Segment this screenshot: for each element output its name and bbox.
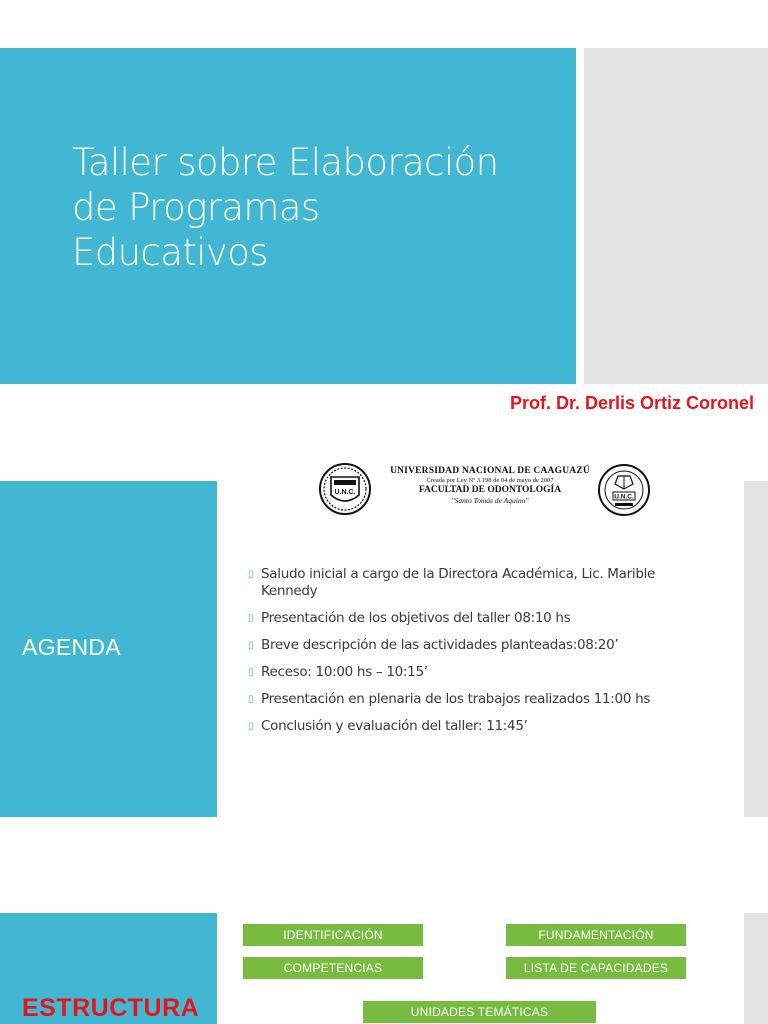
agenda-heading: AGENDA (22, 634, 121, 660)
structure-box-capacidades: LISTA DE CAPACIDADES (506, 957, 686, 979)
slide-title-line: Taller sobre Elaboración (72, 141, 499, 184)
faculty-seal-logo (598, 464, 650, 516)
structure-box-unidades: UNIDADES TEMÁTICAS (363, 1001, 596, 1023)
bullet-icon: ▯ (248, 569, 254, 580)
bullet-icon: ▯ (248, 667, 254, 678)
agenda-item: ▯ Saludo inicial a cargo de la Directora Académica, Lic. Marible Kennedy (248, 566, 656, 599)
left-seal-label: U.N.C. (334, 489, 356, 496)
agenda-item: ▯ Conclusión y evaluación del taller: 11:45’ (248, 718, 528, 734)
structure-box-identificacion: IDENTIFICACIÓN (243, 924, 423, 946)
structure-box-fundamentacion: FUNDAMENTACIÓN (506, 924, 686, 946)
agenda-slide-side-panel (744, 481, 768, 817)
title-slide-side-panel (584, 48, 768, 384)
bullet-icon: ▯ (248, 613, 254, 624)
slide-title (72, 140, 552, 275)
university-name: UNIVERSIDAD NACIONAL DE CAAGUAZÚ (390, 466, 590, 476)
structure-box-competencias: COMPETENCIAS (243, 957, 423, 979)
university-header (385, 466, 595, 505)
slide-title-line: Educativos (72, 231, 268, 274)
author-name: Prof. Dr. Derlis Ortiz Coronel (509, 393, 754, 413)
structure-heading: ESTRUCTURA (22, 994, 200, 1022)
agenda-item: ▯ Presentación de los objetivos del taller 08:10 hs (248, 610, 571, 626)
right-seal-label: U.N.C. (614, 493, 634, 501)
agenda-item: ▯ Breve descripción de las actividades planteadas:08:20’ (248, 637, 619, 653)
creation-note: Creada por Ley Nº 3.198 de 04 de mayo de 2007 (426, 477, 554, 484)
agenda-item: ▯ Receso: 10:00 hs – 10:15’ (248, 664, 428, 680)
agenda-list (248, 566, 688, 745)
bullet-icon: ▯ (248, 640, 254, 651)
structure-slide-side-panel (744, 913, 768, 1024)
agenda-item: ▯ Presentación en plenaria de los trabajos realizados 11:00 hs (248, 691, 651, 707)
unc-seal-logo (319, 463, 371, 515)
bullet-icon: ▯ (248, 694, 254, 705)
slide-title-line: de Programas (72, 186, 320, 229)
faculty-name: FACULTAD DE ODONTOLOGÍA (418, 485, 562, 495)
faculty-motto: "Santo Tomás de Aquino" (451, 496, 529, 505)
bullet-icon: ▯ (248, 721, 254, 732)
